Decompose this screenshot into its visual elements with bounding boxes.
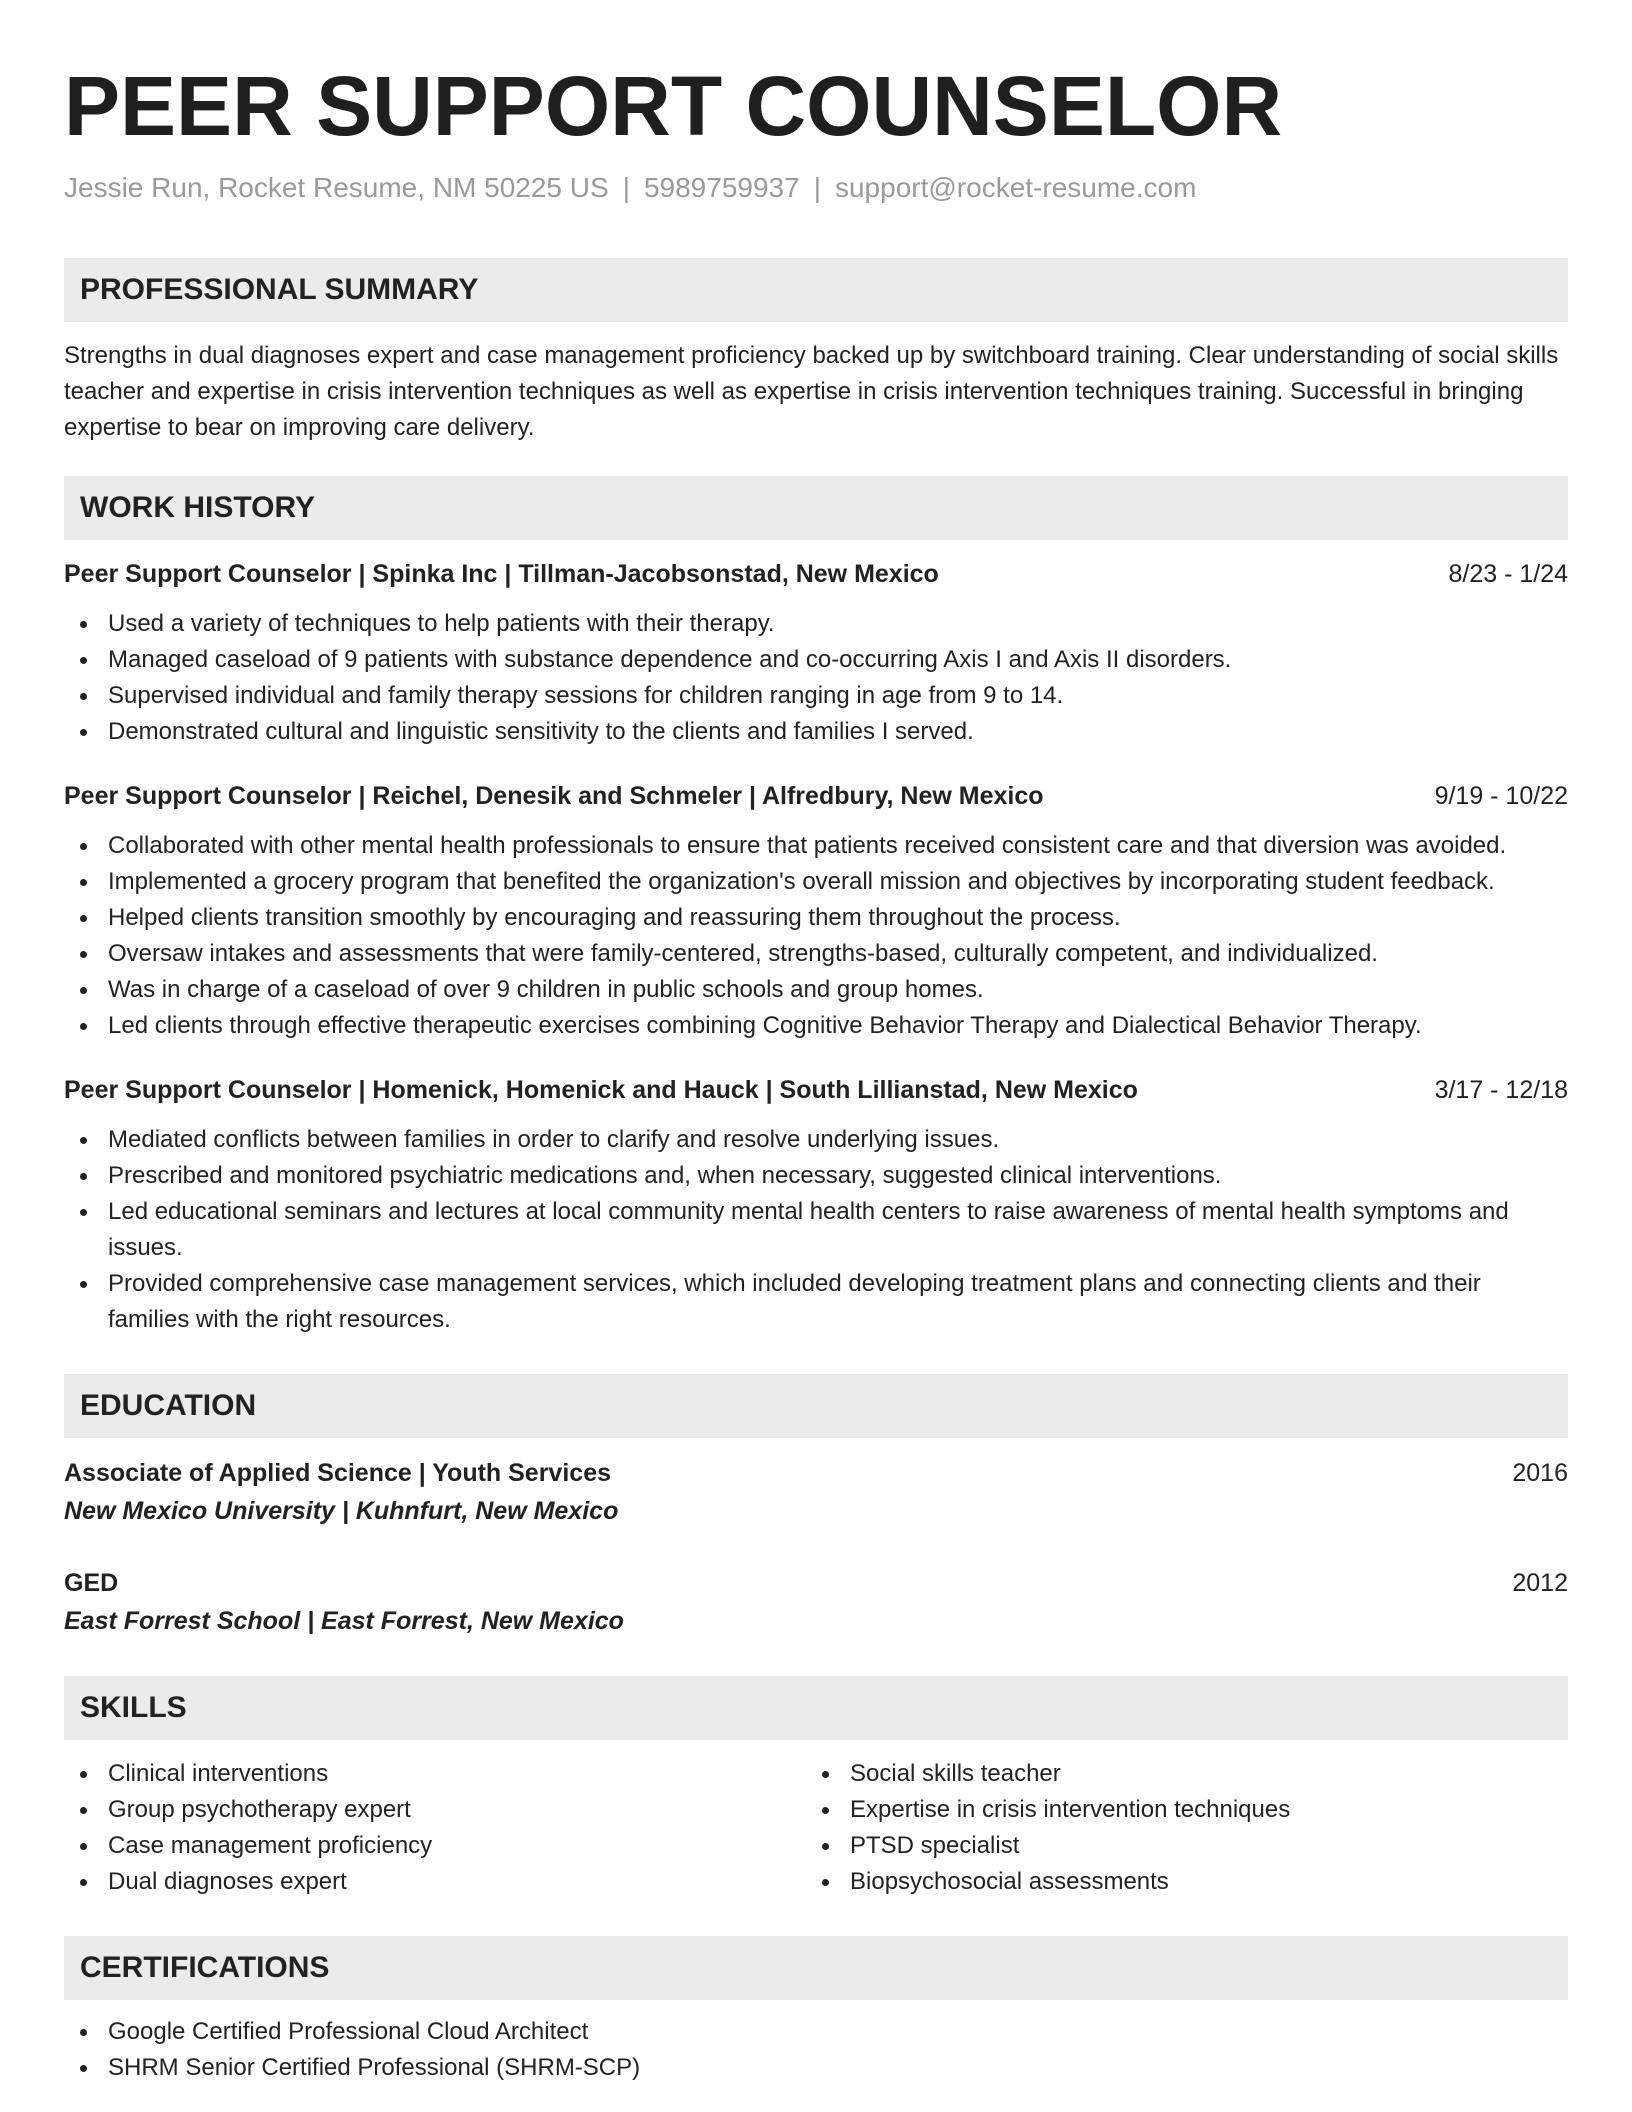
list-item: SHRM Senior Certified Professional (SHRM-SCP) [64, 2050, 1568, 2086]
section-header-summary: PROFESSIONAL SUMMARY [64, 258, 1568, 322]
education-heading-row [64, 1564, 1568, 1602]
list-item: Supervised individual and family therapy sessions for children ranging in age from 9 to 14. [64, 678, 1568, 714]
skills-grid [64, 1756, 1568, 1900]
section-header-education: EDUCATION [64, 1374, 1568, 1438]
list-item: Managed caseload of 9 patients with substance dependence and co-occurring Axis I and Axis II disorders. [64, 642, 1568, 678]
education-year: 2016 [1512, 1459, 1568, 1487]
list-item: Oversaw intakes and assessments that were family-centered, strengths-based, culturally competent, and individualized. [64, 936, 1568, 972]
job-bullets [64, 606, 1568, 750]
job-bullets [64, 1122, 1568, 1338]
education-degree: Associate of Applied Science | Youth Services [64, 1459, 611, 1487]
list-item: PTSD specialist [806, 1828, 1548, 1864]
job-heading-row [64, 1072, 1568, 1108]
list-item: Clinical interventions [64, 1756, 806, 1792]
job-entry [64, 778, 1568, 1044]
job-dates: 3/17 - 12/18 [1434, 1076, 1568, 1104]
list-item: Led clients through effective therapeutic exercises combining Cognitive Behavior Therapy and Dialectical Behavior Therapy. [64, 1008, 1568, 1044]
list-item: Expertise in crisis intervention techniques [806, 1792, 1548, 1828]
section-header-skills: SKILLS [64, 1676, 1568, 1740]
certifications-list [64, 2014, 1568, 2086]
list-item: Led educational seminars and lectures at local community mental health centers to raise awareness of mental health symptoms and issues. [64, 1194, 1568, 1266]
list-item: Social skills teacher [806, 1756, 1548, 1792]
job-heading-row [64, 778, 1568, 814]
education-year: 2012 [1512, 1569, 1568, 1597]
job-title: Peer Support Counselor | Reichel, Denesik and Schmeler | Alfredbury, New Mexico [64, 782, 1044, 810]
contact-line [64, 170, 1568, 206]
list-item: Group psychotherapy expert [64, 1792, 806, 1828]
contact-separator: | [813, 172, 821, 203]
skills-column-right [806, 1756, 1548, 1900]
contact-phone: 5989759937 [643, 172, 800, 203]
education-degree: GED [64, 1569, 119, 1597]
list-item: Prescribed and monitored psychiatric medications and, when necessary, suggested clinical interventions. [64, 1158, 1568, 1194]
education-school: New Mexico University | Kuhnfurt, New Mexico [64, 1497, 619, 1525]
skills-column-left [64, 1756, 806, 1900]
education-heading-row [64, 1454, 1568, 1492]
job-dates: 8/23 - 1/24 [1448, 560, 1568, 588]
job-entry [64, 556, 1568, 750]
section-header-work-history: WORK HISTORY [64, 476, 1568, 540]
section-header-certifications: CERTIFICATIONS [64, 1936, 1568, 2000]
list-item: Biopsychosocial assessments [806, 1864, 1548, 1900]
list-item: Google Certified Professional Cloud Architect [64, 2014, 1568, 2050]
education-entry [64, 1454, 1568, 1530]
list-item: Demonstrated cultural and linguistic sensitivity to the clients and families I served. [64, 714, 1568, 750]
job-entry [64, 1072, 1568, 1338]
resume-title: PEER SUPPORT COUNSELOR [64, 59, 1283, 153]
summary-text: Strengths in dual diagnoses expert and case management proficiency backed up by switchboard training. Clear understanding of social skills teacher and expertise in crisis intervention techniques as well as expertise in crisis intervention techniques training. Successful in bringing expertise to bear on improving care delivery. [64, 342, 1559, 441]
list-item: Mediated conflicts between families in order to clarify and resolve underlying issues. [64, 1122, 1568, 1158]
list-item: Helped clients transition smoothly by encouraging and reassuring them throughout the process. [64, 900, 1568, 936]
contact-email: support@rocket-resume.com [834, 172, 1197, 203]
education-school: East Forrest School | East Forrest, New Mexico [64, 1607, 624, 1635]
job-heading-row [64, 556, 1568, 592]
job-bullets [64, 828, 1568, 1044]
resume-page [64, 56, 1568, 2086]
list-item: Implemented a grocery program that benefited the organization's overall mission and objectives by incorporating student feedback. [64, 864, 1568, 900]
list-item: Provided comprehensive case management services, which included developing treatment plans and connecting clients and their families with the right resources. [64, 1266, 1568, 1338]
job-title: Peer Support Counselor | Homenick, Homenick and Hauck | South Lillianstad, New Mexico [64, 1076, 1138, 1104]
list-item: Was in charge of a caseload of over 9 children in public schools and group homes. [64, 972, 1568, 1008]
contact-address: Jessie Run, Rocket Resume, NM 50225 US [64, 172, 609, 203]
education-entry [64, 1564, 1568, 1640]
list-item: Case management proficiency [64, 1828, 806, 1864]
list-item: Collaborated with other mental health professionals to ensure that patients received consistent care and that diversion was avoided. [64, 828, 1568, 864]
list-item: Used a variety of techniques to help patients with their therapy. [64, 606, 1568, 642]
job-title: Peer Support Counselor | Spinka Inc | Tillman-Jacobsonstad, New Mexico [64, 560, 939, 588]
list-item: Dual diagnoses expert [64, 1864, 806, 1900]
contact-separator: | [622, 172, 630, 203]
job-dates: 9/19 - 10/22 [1434, 782, 1568, 810]
